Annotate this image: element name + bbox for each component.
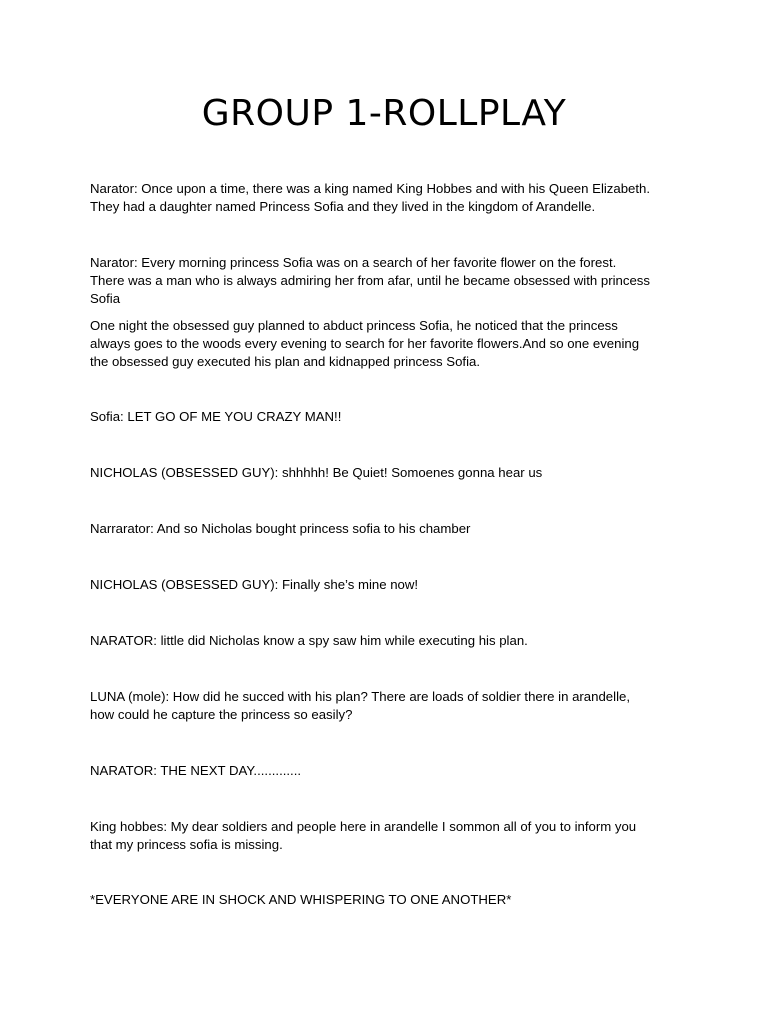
paragraph-morning: [90, 254, 690, 308]
narration-spy: [90, 632, 690, 650]
paragraph-line: NARATOR: THE NEXT DAY.............: [90, 763, 302, 778]
dialogue-king-hobbes: [90, 818, 690, 854]
paragraph-line: King hobbes: My dear soldiers and people here in arandelle I sommon all of you to inform you: [90, 819, 637, 834]
page-title: GROUP 1-ROLLPLAY: [201, 93, 567, 134]
paragraph-line: Sofia: LET GO OF ME YOU CRAZY MAN!!: [90, 409, 342, 424]
paragraph-line: NICHOLAS (OBSESSED GUY): Finally she’s mine now!: [90, 577, 419, 592]
dialogue-sofia: [90, 408, 690, 426]
paragraph-line: the obsessed guy executed his plan and kidnapped princess Sofia.: [90, 354, 481, 369]
paragraph-line: NICHOLAS (OBSESSED GUY): shhhhh! Be Quiet! Somoenes gonna hear us: [90, 465, 543, 480]
paragraph-line: Narator: Every morning princess Sofia was on a search of her favorite flower on the forest.: [90, 255, 617, 270]
dialogue-nicholas-2: [90, 576, 690, 594]
paragraph-line: NARATOR: little did Nicholas know a spy saw him while executing his plan.: [90, 633, 528, 648]
paragraph-line: that my princess sofia is missing.: [90, 837, 283, 852]
paragraph-line: Sofia: [90, 291, 121, 306]
paragraph-line: They had a daughter named Princess Sofia and they lived in the kingdom of Arandelle.: [90, 199, 596, 214]
narration-next-day: [90, 762, 690, 780]
paragraph-abduction: [90, 317, 690, 371]
paragraph-intro: [90, 180, 690, 216]
dialogue-nicholas-1: [90, 464, 690, 482]
paragraph-line: LUNA (mole): How did he succed with his plan? There are loads of soldier there in arandelle,: [90, 689, 630, 704]
paragraph-line: Narator: Once upon a time, there was a king named King Hobbes and with his Queen Elizabeth.: [90, 181, 651, 196]
paragraph-line: always goes to the woods every evening to search for her favorite flowers.And so one evening: [90, 336, 640, 351]
paragraph-line: *EVERYONE ARE IN SHOCK AND WHISPERING TO ONE ANOTHER*: [90, 892, 512, 907]
paragraph-line: Narrarator: And so Nicholas bought princess sofia to his chamber: [90, 521, 471, 536]
stage-direction: [90, 891, 690, 909]
paragraph-line: There was a man who is always admiring her from afar, until he became obsessed with princess: [90, 273, 650, 288]
narration-chamber: [90, 520, 690, 538]
paragraph-line: One night the obsessed guy planned to abduct princess Sofia, he noticed that the princess: [90, 318, 618, 333]
paragraph-line: how could he capture the princess so easily?: [90, 707, 353, 722]
dialogue-luna: [90, 688, 690, 724]
